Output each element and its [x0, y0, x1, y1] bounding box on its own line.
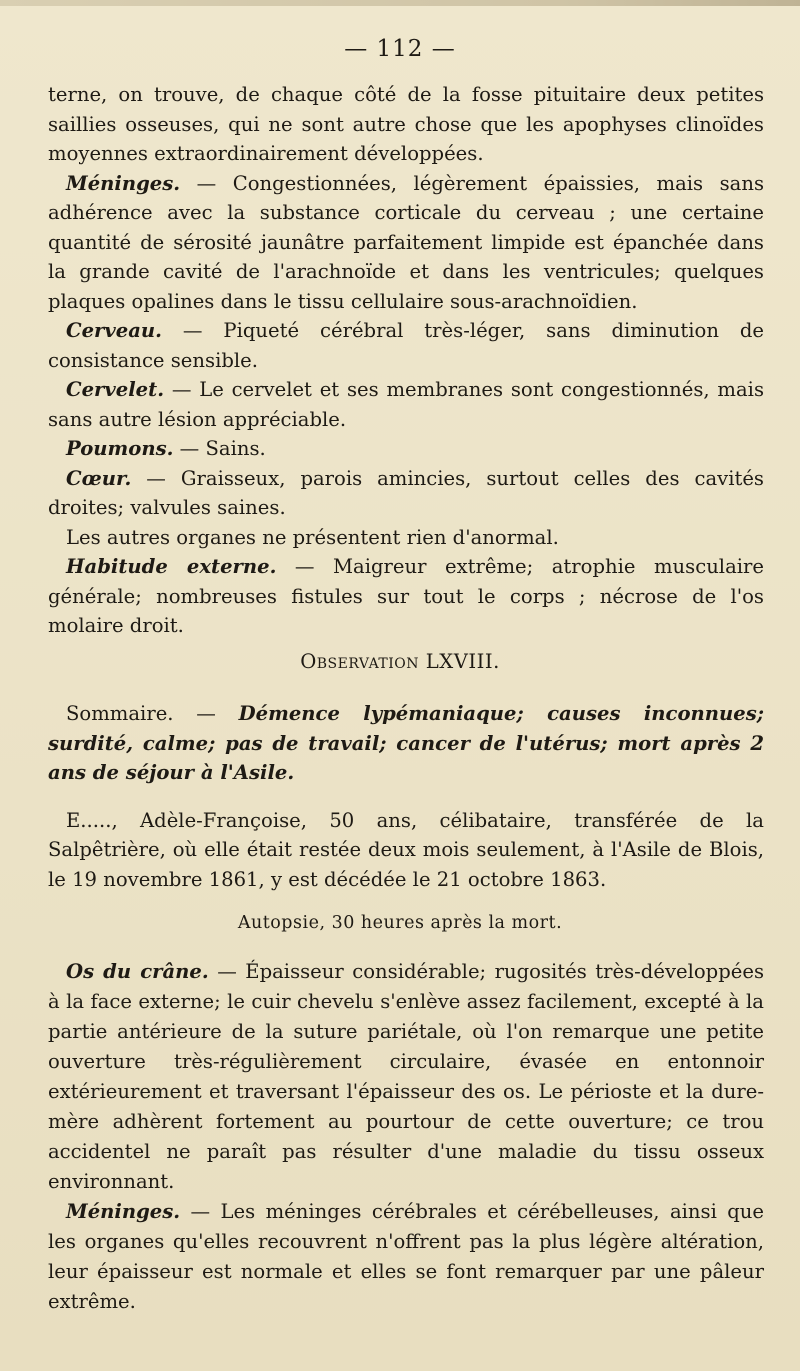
observation-block [48, 699, 764, 894]
text-meninges-2: — Les méninges cérébrales et cérébelleuses, ainsi que les organes qu'elles recouvrent n'offrent pas la plus légère altération, leur épaisseur est normale et elles se font remarquer par une pâleur extrême. [48, 1200, 764, 1313]
page-top-edge [0, 0, 800, 6]
text-meninges: — Congestionnées, légèrement épaissies, mais sans adhérence avec la substance corticale du cerveau ; une certaine quantité de sérosité jaunâtre parfaitement limpide est épanchée dans la grande cavité de l'arachnoïde et dans les ventricules; quelques plaques opalines dans le tissu cellulaire sous-arachnoïdien. [48, 171, 764, 313]
paragraph-habitude-externe [48, 552, 764, 641]
text-coeur: — Graisseux, parois amincies, surtout celles des cavités droites; valvules saines. [48, 466, 764, 519]
paragraph-meninges-2 [48, 1197, 764, 1317]
label-os-du-crane: Os du crâne. [66, 960, 209, 983]
paragraph-poumons [48, 434, 764, 464]
text-poumons: — Sains. [173, 437, 266, 460]
paragraph-meninges [48, 169, 764, 317]
label-cerveau: Cerveau. [66, 319, 162, 342]
autopsy-continuation-block [48, 80, 764, 641]
label-cervelet: Cervelet. [66, 378, 165, 401]
label-coeur: Cœur. [66, 466, 132, 490]
paragraph-coeur [48, 464, 764, 523]
label-poumons: Poumons. [66, 437, 174, 460]
text-cerveau: — Piqueté cérébral très-léger, sans diminution de consistance sensible. [48, 319, 764, 372]
label-meninges: Méninges. [66, 171, 181, 195]
autopsy-block [48, 957, 764, 1317]
paragraph-autres-organes: Les autres organes ne présentent rien d'anormal. [66, 525, 559, 549]
autopsie-heading: Autopsie, 30 heures après la mort. [237, 913, 563, 933]
label-habitude-externe: Habitude externe. [66, 555, 277, 578]
label-sommaire: Sommaire. — [66, 702, 239, 725]
page-number: — 112 — [344, 36, 456, 62]
text-cervelet: — Le cervelet et ses membranes sont congestionnés, mais sans autre lésion appréciable. [48, 378, 764, 431]
text-os-du-crane: — Épaisseur considérable; rugosités très-développées à la face externe; le cuir chevelu s'enlève assez facilement, excepté à la partie antérieure de la suture pariétale, où l'on remarque une petite ouverture très-régulièrement circulaire, évasée en entonnoir extérieurement et traversant l'épaisseur des os. Le périoste et la dure-mère adhèrent fortement au pourtour de cette ouverture; ce trou accidentel ne paraît pas résulter d'une maladie du tissu osseux environnant. [48, 960, 765, 1193]
paragraph-case: E....., Adèle-Françoise, 50 ans, célibataire, transférée de la Salpêtrière, où elle était restée deux mois seulement, à l'Asile de Blois, le 19 novembre 1861, y est décédée le 21 octobre 1863. [48, 808, 764, 891]
paragraph-cerveau [48, 316, 764, 375]
text-habitude-externe: — Maigreur extrême; atrophie musculaire générale; nombreuses fistules sur tout le corps ; nécrose de l'os molaire droit. [48, 555, 764, 637]
paragraph-cervelet [48, 375, 764, 434]
paragraph-os-du-crane [48, 957, 764, 1197]
paragraph-sommaire [48, 699, 764, 788]
label-meninges-2: Méninges. [66, 1200, 181, 1223]
text-sommaire: Démence lypémaniaque; causes inconnues; surdité, calme; pas de travail; cancer de l'utérus; mort après 2 ans de séjour à l'Asile. [48, 702, 764, 784]
paragraph-terne: terne, on trouve, de chaque côté de la fosse pituitaire deux petites saillies osseuses, qui ne sont autre chose que les apophyses clinoïdes moyennes extraordinairement développées. [48, 83, 764, 165]
observation-heading: Observation LXVIII. [300, 650, 500, 673]
